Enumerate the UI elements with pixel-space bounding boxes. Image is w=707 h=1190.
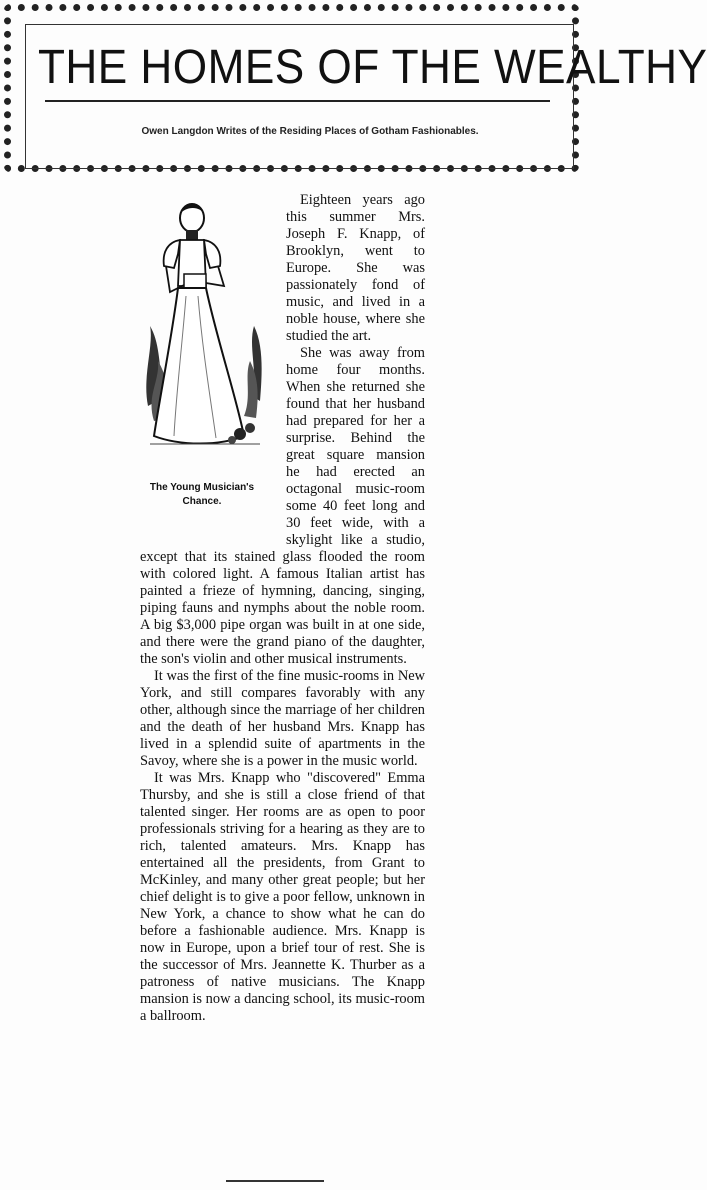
byline: Owen Langdon Writes of the Residing Places of Gotham Fashionables. [141,126,479,137]
illustration-caption [132,481,272,509]
woman-singer-illustration [140,196,270,476]
caption-line-2: Chance. [182,496,222,507]
article-paragraph: Eighteen years ago this summer Mrs. Joseph F. Knapp, of Brooklyn, went to Europe. She was passionately fond of music, and lived in a noble house, where she studied the art. [286,192,425,344]
article-paragraph: It was Mrs. Knapp who "discovered" Emma Thursby, and she is still a close friend of that talented singer. Her rooms are as open to poor professionals striving for a hearing as they are to rich, talented amateurs. Mrs. Knapp has entertained all the presidents, from Grant to McKinley, and many other great people; but her chief delight is to give a poor fellow, unknown in New York, a chance to show what he can do before a fashionable audience. Mrs. Knapp is now in Europe, upon a brief tour of rest. She is the successor of Mrs. Jeannette K. Thurber as a patroness of native musicians. The Knapp mansion is now a dancing school, its music-room a ballroom. [140,770,425,1024]
footer-rule [226,1180,324,1182]
illustration [132,196,280,541]
article-column [140,192,425,1025]
headline: THE HOMES OF THE WEALTHY [38,41,707,94]
headline-rule [45,100,550,102]
article-paragraph: It was the first of the fine music-rooms in New York, and still compares favorably with any other, although since the marriage of her children and the death of her husband Mrs. Knapp has lived in a splendid suite of apartments in the Savoy, where she is a power in the music world. [140,668,425,769]
article-paragraph: She was away from home four months. When she returned she found that her husband had prepared for her a surprise. Behind the great square mansion he had erected an octagonal music-room some 40 feet long and 30 feet wide, with a skylight like a studio, except that its stained glass flooded the room with colored light. A famous Italian artist has painted a frieze of hymning, dancing, singing, piping fauns and nymphs about the noble room. A big $3,000 pipe organ was built in at one side, and there were the grand piano of the daughter, the son's violin and other musical instruments. [140,345,425,667]
caption-line-1: The Young Musician's [149,482,255,493]
